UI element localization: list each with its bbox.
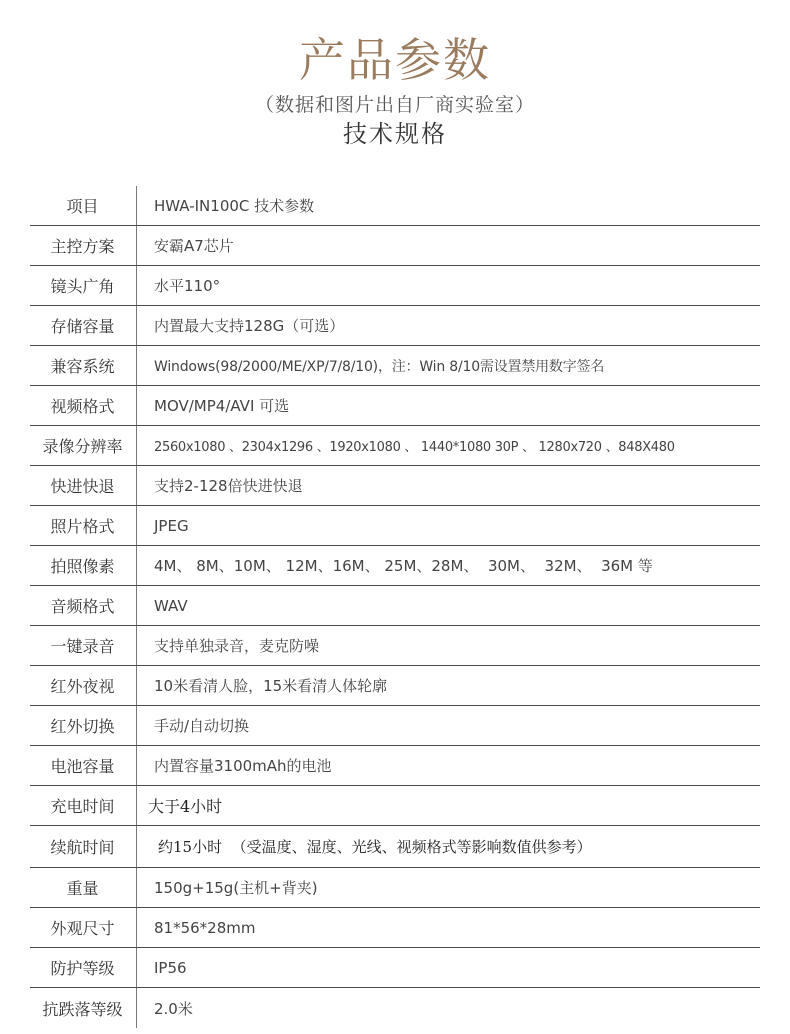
column-divider	[136, 786, 137, 825]
spec-label: 主控方案	[50, 237, 115, 256]
spec-label: 抗跌落等级	[42, 999, 123, 1019]
spec-row-compatibility	[30, 346, 760, 386]
spec-label: 拍照像素	[50, 557, 115, 576]
spec-value: 内置最大支持128G（可选）	[154, 317, 345, 335]
page-title: 产品参数	[299, 33, 491, 87]
column-divider	[136, 586, 137, 625]
spec-row-night-vision	[30, 666, 760, 706]
spec-row-video-format	[30, 386, 760, 426]
spec-row-storage	[30, 306, 760, 346]
spec-value: JPEG	[154, 516, 189, 535]
column-divider	[136, 506, 137, 545]
spec-row-endurance	[30, 826, 760, 868]
column-divider	[136, 466, 137, 505]
spec-row-one-key-record	[30, 626, 760, 666]
spec-label: 照片格式	[50, 517, 115, 536]
spec-label: 外观尺寸	[50, 919, 115, 938]
spec-row-photo-format	[30, 506, 760, 546]
spec-value: 2.0米	[154, 999, 193, 1018]
spec-value: HWA-IN100C 技术参数	[154, 197, 315, 215]
column-divider	[136, 706, 137, 745]
spec-value: 大于4小时	[148, 797, 223, 816]
spec-label: 音频格式	[50, 597, 115, 616]
column-divider	[136, 306, 137, 345]
spec-value: 150g+15g(主机+背夹)	[154, 879, 318, 897]
spec-label: 防护等级	[50, 959, 115, 978]
column-divider	[136, 908, 137, 947]
spec-label: 充电时间	[50, 797, 115, 816]
column-divider	[136, 666, 137, 705]
spec-value: 81*56*28mm	[154, 918, 256, 937]
spec-row-battery	[30, 746, 760, 786]
spec-value: 4M、 8M、10M、 12M、16M、 25M、28M、 30M、 32M、 36M 等	[154, 557, 653, 575]
spec-value: 支持单独录音，麦克防噪	[154, 637, 320, 655]
spec-label: 一键录音	[50, 637, 115, 656]
column-divider	[136, 948, 137, 987]
spec-value: 手动/自动切换	[154, 717, 250, 735]
column-divider	[136, 546, 137, 585]
spec-value: 支持2-128倍快进快退	[154, 477, 303, 495]
spec-row-dimensions	[30, 908, 760, 948]
spec-row-photo-pixels	[30, 546, 760, 586]
spec-value: MOV/MP4/AVI 可选	[154, 397, 290, 415]
spec-row-resolution	[30, 426, 760, 466]
spec-label: 存储容量	[50, 317, 115, 336]
spec-value: 水平110°	[154, 277, 221, 295]
spec-row-protection	[30, 948, 760, 988]
spec-row-chipset	[30, 226, 760, 266]
spec-label: 重量	[66, 879, 99, 898]
spec-label: 项目	[66, 197, 99, 216]
spec-value: 约15小时 （受温度、湿度、光线、视频格式等影响数值供参考）	[158, 838, 592, 856]
column-divider	[136, 746, 137, 785]
spec-label: 红外切换	[50, 717, 115, 736]
spec-value: 安霸A7芯片	[154, 237, 234, 255]
spec-value: 2560x1080 、2304x1296 、1920x1080 、 1440*1080 30P 、 1280x720 、848X480	[154, 440, 675, 455]
spec-value: Windows(98/2000/ME/XP/7/8/10)，注：Win 8/10需设置禁用数字签名	[154, 358, 605, 375]
column-divider	[136, 266, 137, 305]
spec-row-ir-switch	[30, 706, 760, 746]
column-divider	[136, 626, 137, 665]
spec-label: 镜头广角	[50, 277, 115, 296]
spec-table	[30, 186, 760, 1028]
spec-row-drop-resistance	[30, 988, 760, 1028]
column-divider	[136, 868, 137, 907]
spec-label: 红外夜视	[50, 677, 115, 696]
spec-row-fast-forward	[30, 466, 760, 506]
column-divider	[136, 826, 137, 867]
column-divider	[136, 426, 137, 465]
spec-label: 电池容量	[50, 757, 115, 776]
spec-label: 兼容系统	[50, 357, 115, 376]
spec-label: 快进快退	[50, 477, 115, 496]
spec-row-weight	[30, 868, 760, 908]
spec-value: 10米看清人脸，15米看清人体轮廓	[154, 677, 388, 695]
page-subtitle: （数据和图片出自厂商实验室）	[254, 94, 535, 116]
spec-row-lens-angle	[30, 266, 760, 306]
spec-label: 视频格式	[50, 397, 115, 416]
spec-value: WAV	[154, 596, 188, 615]
spec-value: IP56	[154, 958, 187, 977]
spec-label: 录像分辨率	[42, 437, 123, 456]
spec-row-item	[30, 186, 760, 226]
spec-row-charge-time	[30, 786, 760, 826]
section-title: 技术规格	[343, 120, 447, 148]
column-divider	[136, 988, 137, 1028]
spec-row-audio-format	[30, 586, 760, 626]
column-divider	[136, 346, 137, 385]
spec-label: 续航时间	[50, 838, 115, 857]
column-divider	[136, 186, 137, 225]
spec-value: 内置容量3100mAh的电池	[154, 757, 332, 775]
column-divider	[136, 386, 137, 425]
column-divider	[136, 226, 137, 265]
